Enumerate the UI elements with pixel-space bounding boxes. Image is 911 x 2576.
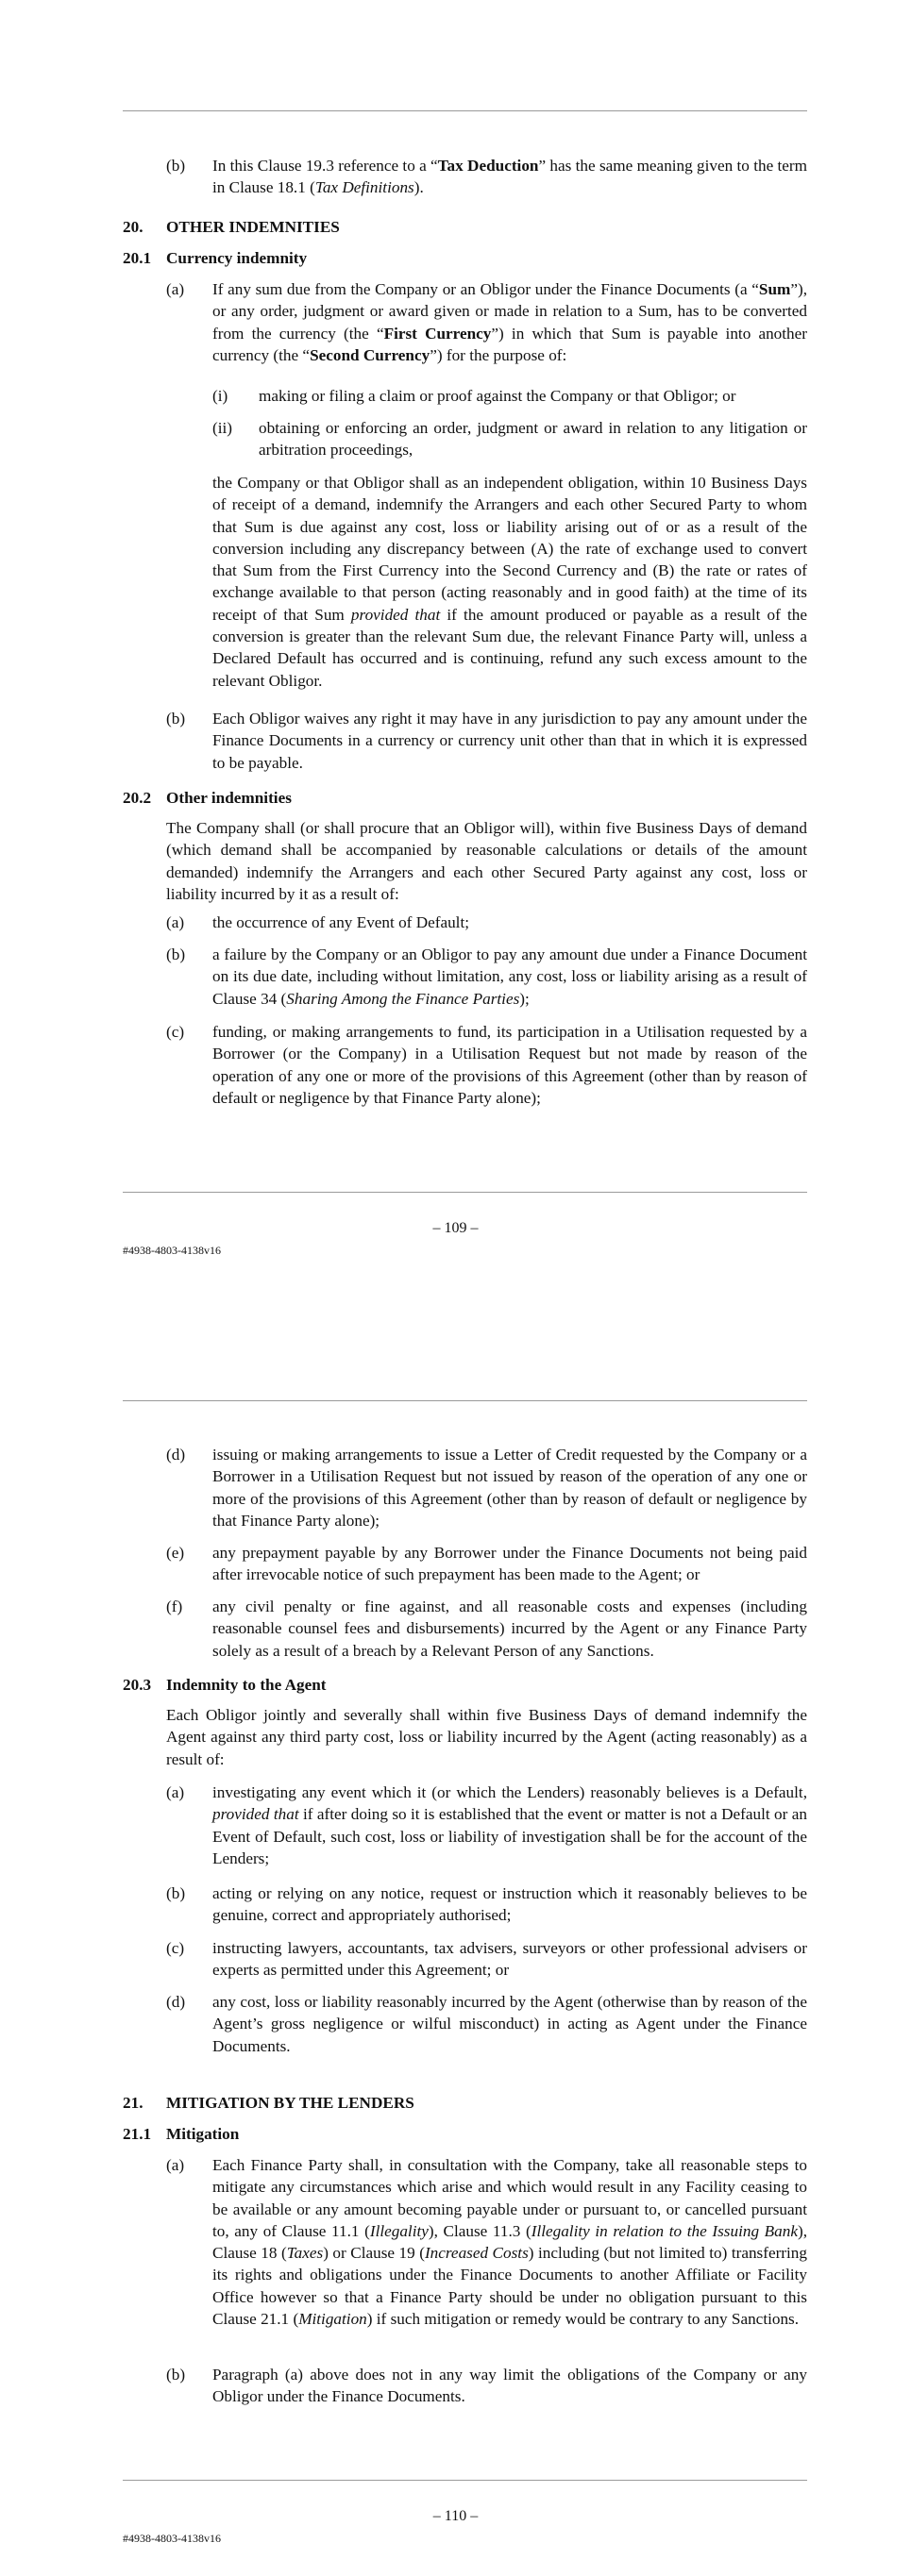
section-title: MITIGATION BY THE LENDERS bbox=[166, 2094, 414, 2112]
item-label: (b) bbox=[166, 157, 186, 175]
item-label: (b) bbox=[166, 2366, 186, 2384]
item-label: (c) bbox=[166, 1939, 185, 1957]
item-label: (b) bbox=[166, 710, 186, 728]
clause-20-2-d: issuing or making arrangements to issue a Letter of Credit requested by the Company or a Borrower in a Utilisation Request but not issued by reason of the operation of any one or more of the provisions of this Agreement (other than by reason of default or negligence by that Finance Party alone); bbox=[212, 1446, 807, 1530]
section-title: OTHER INDEMNITIES bbox=[166, 218, 340, 236]
clause-20-2-a: the occurrence of any Event of Default; bbox=[212, 913, 470, 931]
clause-title: Mitigation bbox=[166, 2125, 240, 2143]
clause-20-2-c: funding, or making arrangements to fund, its participation in a Utilisation requested by a Borrower (or the Company) in a Utilisation Request but not made by reason of the operation of any one or more of the provisions of this Agreement (other than by reason of default or negligence by that Finance Party alone); bbox=[212, 1023, 807, 1107]
document-reference: #4938-4803-4138v16 bbox=[123, 2532, 221, 2545]
item-label: (a) bbox=[166, 913, 185, 931]
section-number: 20. bbox=[123, 218, 143, 236]
item-label: (e) bbox=[166, 1544, 185, 1562]
clause-number: 20.2 bbox=[123, 789, 152, 807]
item-label: (a) bbox=[166, 280, 185, 298]
clause-title: Indemnity to the Agent bbox=[166, 1676, 327, 1694]
item-label: (d) bbox=[166, 1993, 186, 2011]
clause-20-1-a: If any sum due from the Company or an Obligor under the Finance Documents (a “Sum”), or any order, judgment or award given or made in relation to a Sum, has to be converted from the currency (the “First Currency”) in which that Sum is payable into another currency (the “Second Currency”) for the purpose of: bbox=[212, 280, 808, 364]
clause-20-3-a: investigating any event which it (or which the Lenders) reasonably believes is a Default, provided that if after doing so it is established that the event or matter is not a Default or an Event of Default, such cost, loss or liability of investigation shall be for the account of the Lenders; bbox=[212, 1783, 807, 1867]
page-110 bbox=[0, 1288, 911, 2576]
item-label: (b) bbox=[166, 945, 186, 963]
clause-20-2-e: any prepayment payable by any Borrower under the Finance Documents not being paid after irrevocable notice of such prepayment has been made to the Agent; or bbox=[212, 1544, 807, 1584]
item-label: (f) bbox=[166, 1597, 183, 1615]
clause-number: 20.3 bbox=[123, 1676, 152, 1694]
item-label: (a) bbox=[166, 2156, 185, 2174]
header-rule bbox=[123, 1400, 807, 1401]
clause-20-3-b: acting or relying on any notice, request or instruction which it reasonably believes to be genuine, correct and appropriately authorised; bbox=[212, 1884, 807, 1925]
clause-20-3-d: any cost, loss or liability reasonably incurred by the Agent (otherwise than by reason of the Agent’s gross negligence or wilful misconduct) in acting as Agent under the Finance Documents. bbox=[212, 1993, 807, 2055]
subitem-label: (i) bbox=[212, 387, 228, 405]
section-number: 21. bbox=[123, 2094, 143, 2112]
clause-20-1-b: Each Obligor waives any right it may have in any jurisdiction to pay any amount under the Finance Documents in a currency or currency unit other than that in which it is expressed to be payable. bbox=[212, 710, 807, 772]
clause-title: Currency indemnity bbox=[166, 249, 308, 267]
footer-rule bbox=[123, 2480, 807, 2481]
subitem-label: (ii) bbox=[212, 419, 232, 437]
clause-20-2-f: any civil penalty or fine against, and all reasonable costs and expenses (including reasonable counsel fees and disbursements) incurred by the Agent or any Finance Party solely as a result of a breach by a Relevant Person of any Sanctions. bbox=[212, 1597, 807, 1660]
clause-19-3-b: In this Clause 19.3 reference to a “Tax Deduction” has the same meaning given to the term in Clause 18.1 (Tax Definitions). bbox=[212, 157, 808, 197]
clause-20-2-b: a failure by the Company or an Obligor to pay any amount due under a Finance Document on its due date, including without limitation, any cost, loss or liability arising as a result of Clause 34 (Sharing Among the Finance Parties); bbox=[212, 945, 807, 1008]
item-label: (b) bbox=[166, 1884, 186, 1902]
clause-number: 21.1 bbox=[123, 2125, 152, 2143]
header-rule bbox=[123, 110, 807, 111]
item-label: (a) bbox=[166, 1783, 185, 1801]
clause-20-2-intro: The Company shall (or shall procure that an Obligor will), within five Business Days of demand (which demand shall be accompanied by reasonable calculations or details of the amount demanded) indemnify the Arrangers and each other Secured Party against any cost, loss or liability incurred by it as a result of: bbox=[166, 819, 807, 903]
clause-21-1-a: Each Finance Party shall, in consultation with the Company, take all reasonable steps to mitigate any circumstances which arise and which would result in any Facility ceasing to be available or any amount becoming payable under or pursuant to, or cancelled pursuant to, any of Clause 11.1 (Illegality), Clause 11.3 (Illegality in relation to the Issuing Bank), Clause 18 (Taxes) or Clause 19 (Increased Costs) including (but not limited to) transferring its rights and obligations under the Finance Documents to another Affiliate or Facility Office however so that a Finance Party should be under no obligation pursuant to this Clause 21.1 (Mitigation) if such mitigation or remedy would be contrary to any Sanctions. bbox=[212, 2156, 807, 2329]
item-label: (d) bbox=[166, 1446, 186, 1464]
clause-20-3-intro: Each Obligor jointly and severally shall within five Business Days of demand indemnify the Agent against any third party cost, loss or liability incurred by the Agent (acting reasonably) as a result of: bbox=[166, 1706, 807, 1768]
item-label: (c) bbox=[166, 1023, 185, 1041]
clause-title: Other indemnities bbox=[166, 789, 292, 807]
clause-number: 20.1 bbox=[123, 249, 152, 267]
page-number: – 110 – bbox=[432, 2508, 479, 2524]
clause-20-1-tail: the Company or that Obligor shall as an independent obligation, within 10 Business Days of receipt of a demand, indemnify the Arrangers and each other Secured Party to whom that Sum is due against any cost, loss or liability arising out of or as a result of the conversion including any discrepancy between (A) the rate of exchange used to convert that Sum from the First Currency into the Second Currency and (B) the rate or rates of exchange available to that person (acting reasonably and in good faith) at the time of its receipt of that Sum provided that if the amount produced or payable as a result of the conversion is greater than the relevant Sum due, the relevant Finance Party will, unless a Declared Default has occurred and is continuing, refund any such excess amount to the relevant Obligor. bbox=[212, 474, 807, 690]
page-number: – 109 – bbox=[432, 1220, 479, 1236]
clause-20-3-c: instructing lawyers, accountants, tax advisers, surveyors or other professional advisers or experts as permitted under this Agreement; or bbox=[212, 1939, 807, 1980]
clause-20-1-a-ii: obtaining or enforcing an order, judgment or award in relation to any litigation or arbitration proceedings, bbox=[259, 419, 807, 460]
clause-20-1-a-i: making or filing a claim or proof against the Company or that Obligor; or bbox=[259, 387, 736, 405]
footer-rule bbox=[123, 1192, 807, 1193]
document-reference: #4938-4803-4138v16 bbox=[123, 1244, 221, 1257]
clause-21-1-b: Paragraph (a) above does not in any way limit the obligations of the Company or any Obligor under the Finance Documents. bbox=[212, 2366, 807, 2406]
